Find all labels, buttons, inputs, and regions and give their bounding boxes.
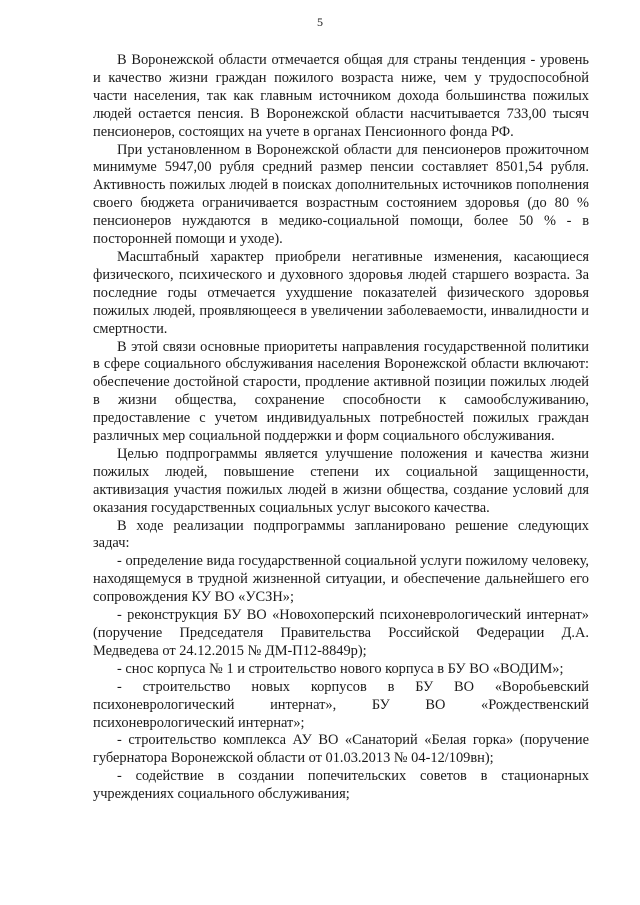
list-item-task-5: - строительство комплекса АУ ВО «Санаторий «Белая горка» (поручение губернатора Воронежской области от 01.03.2013 № 04-12/109вн);	[93, 732, 589, 767]
paragraph-subsistence-minimum: При установленном в Воронежской области для пенсионеров прожиточном минимуме 5947,00 рубля средний размер пенсии составляет 8501,54 рубля. Активность пожилых людей в поисках дополнительных источников пополнения своего бюджета ограничивается возрастным состоянием здоровья (до 80 % пенсионеров нуждаются в медико-социальной помощи, более 50 % - в посторонней помощи и уходе).	[93, 141, 589, 248]
page-number: 5	[317, 15, 323, 29]
list-item-task-1: - определение вида государственной социальной услуги пожилому человеку, находящемуся в трудной жизненной ситуации, и обеспечение дальнейшего его сопровождения КУ ВО «УСЗН»;	[93, 553, 589, 606]
list-item-task-2: - реконструкция БУ ВО «Новохоперский психоневрологический интернат» (поручение Председателя Правительства Российской Федерации Д.А. Медведева от 24.12.2015 № ДМ-П12-8849р);	[93, 607, 589, 659]
paragraph-policy-priorities: В этой связи основные приоритеты направления государственной политики в сфере социального обслуживания населения Воронежской области включают: обеспечение достойной старости, продление активной позиции пожилых людей в жизни общества, сохранение способности к самообслуживанию, предоставление с учетом индивидуальных потребностей пожилых граждан различных мер социальной поддержки и форм социального обслуживания.	[93, 338, 589, 445]
list-item-task-3: - снос корпуса № 1 и строительство нового корпуса в БУ ВО «ВОДИМ»;	[117, 660, 564, 677]
list-item-task-6: - содействие в создании попечительских советов в стационарных учреждениях социального обслуживания;	[93, 768, 589, 803]
list-item-task-4: - строительство новых корпусов в БУ ВО «Воробьевский психоневрологический интернат», БУ ВО «Рождественский психоневрологический интернат»;	[93, 678, 589, 731]
paragraph-tasks-intro: В ходе реализации подпрограммы запланировано решение следующих задач:	[93, 517, 589, 552]
paragraph-health-changes: Масштабный характер приобрели негативные изменения, касающиеся физического, психического и духовного здоровья людей старшего возраста. За последние годы отмечается ухудшение показателей физического здоровья пожилых людей, проявляющееся в увеличении заболеваемости, инвалидности и смертности.	[93, 248, 589, 337]
paragraph-pension-trend: В Воронежской области отмечается общая для страны тенденция - уровень и качество жизни граждан пожилого возраста ниже, чем у трудоспособной части населения, так как главным источником дохода большинства пожилых людей остается пенсия. В Воронежской области насчитывается 733,00 тысяч пенсионеров, состоящих на учете в органах Пенсионного фонда РФ.	[93, 52, 589, 140]
document-body	[93, 52, 589, 804]
paragraph-subprogram-goal: Целью подпрограммы является улучшение положения и качества жизни пожилых людей, повышение степени их социальной защищенности, активизация участия пожилых людей в жизни общества, создание условий для оказания государственных социальных услуг высокого качества.	[93, 445, 589, 516]
